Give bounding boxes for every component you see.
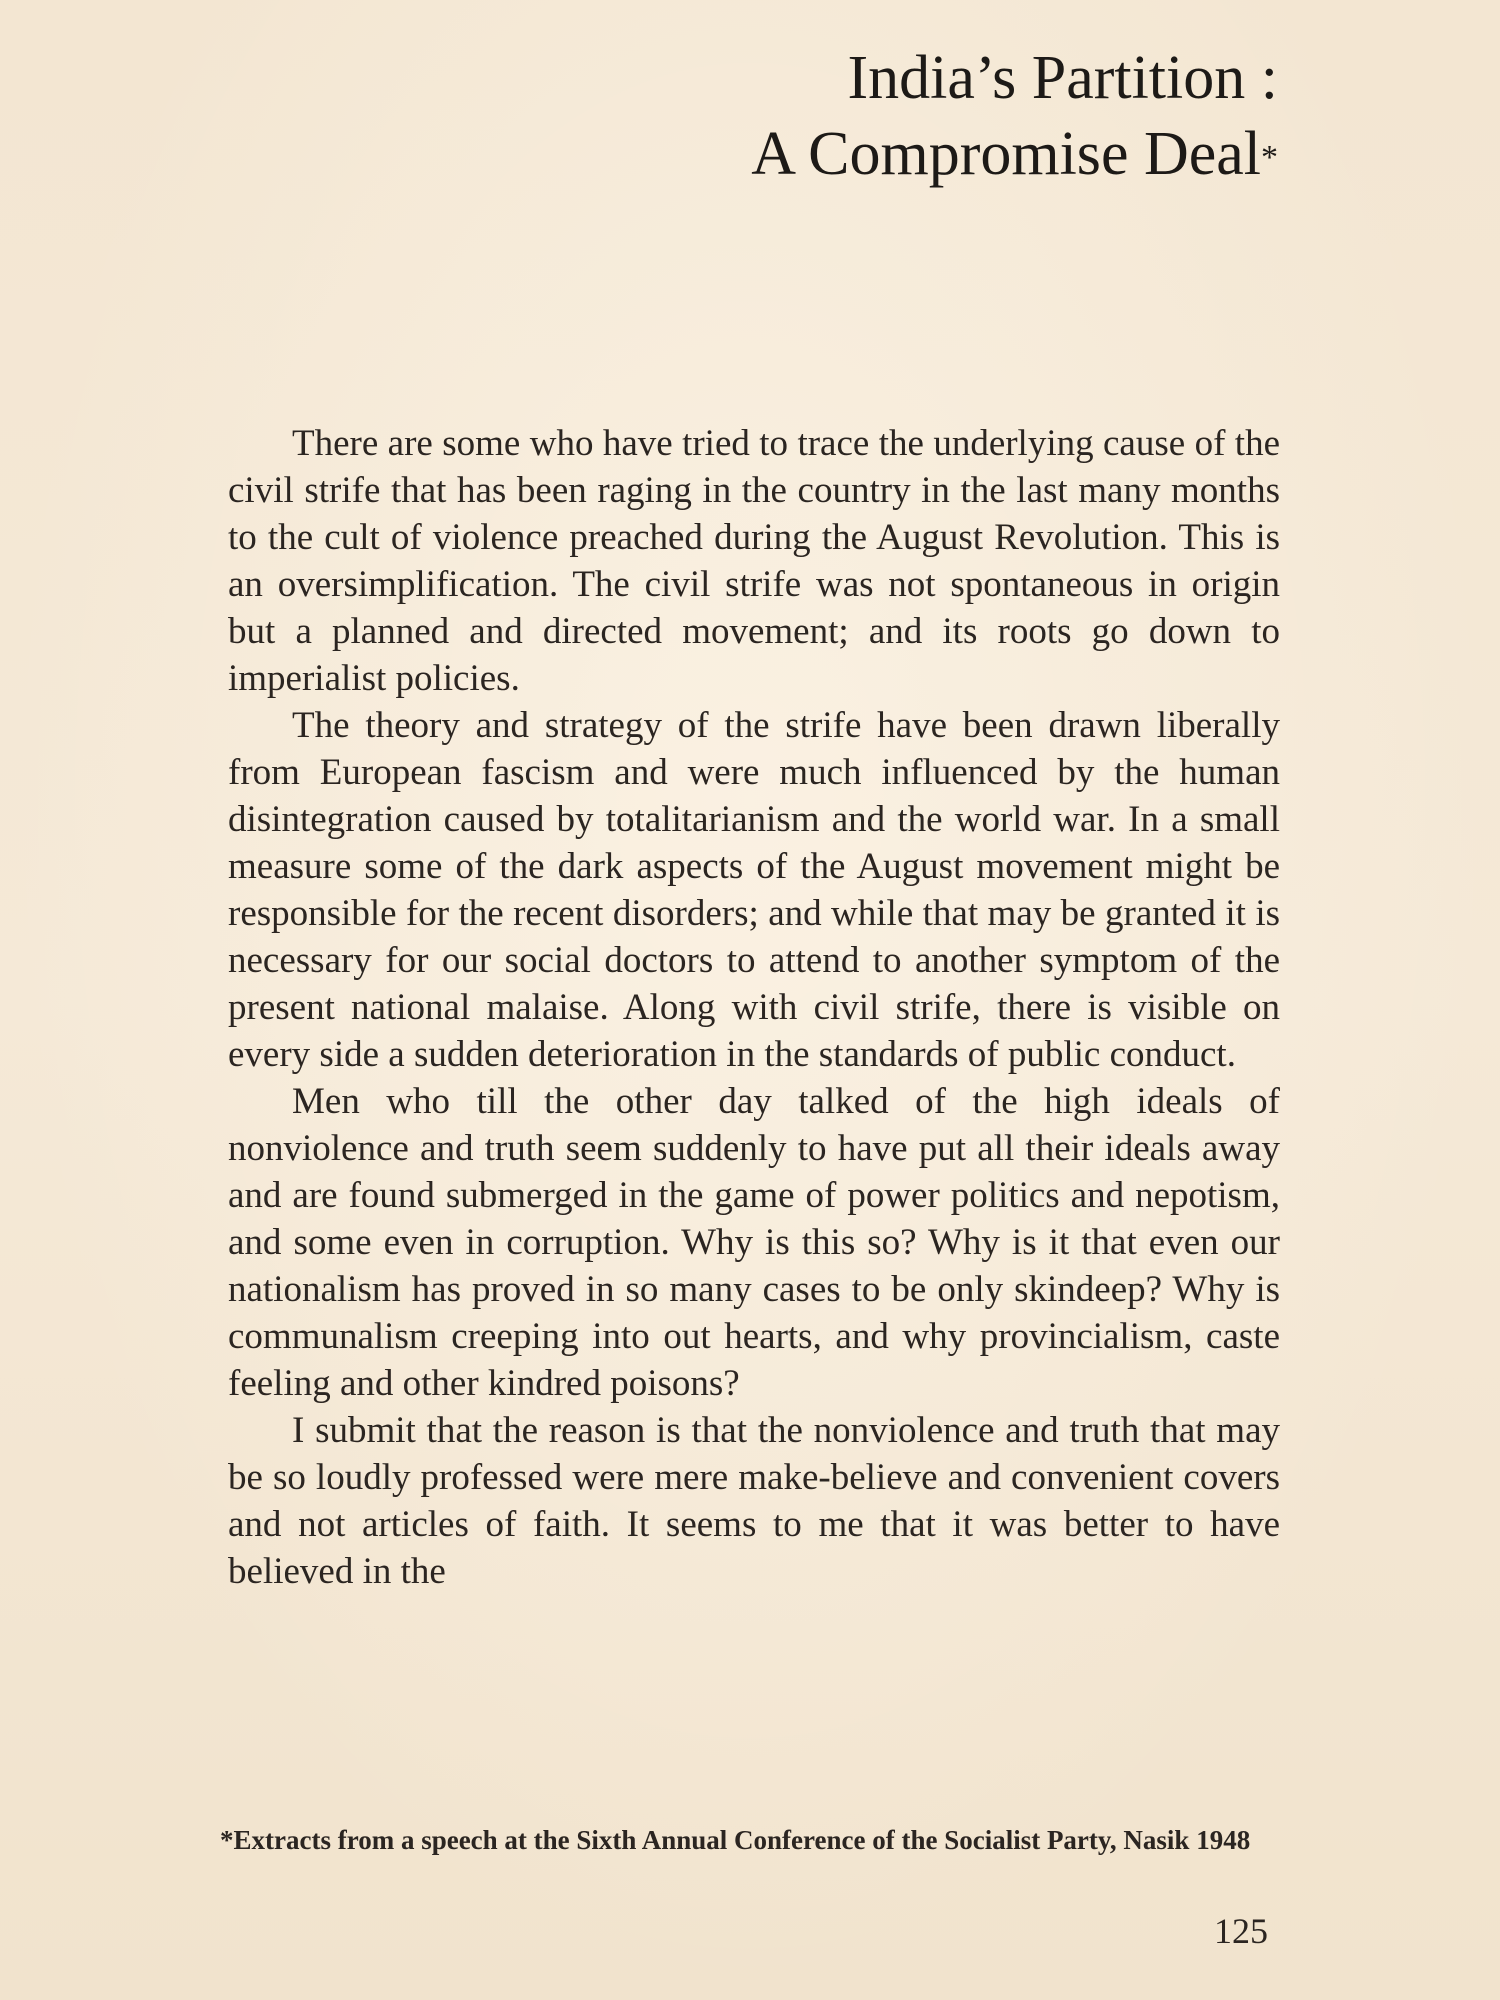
footnote-marker: * [1261, 139, 1278, 176]
title-line-2-text: A Compromise Deal [751, 120, 1261, 188]
title-line-2 [751, 116, 1278, 192]
paragraph: Men who till the other day talked of the high ideals of nonviolence and truth seem suddenly to have put all their ideals away and are found submerged in the game of power politics and nepotism, and some even in corruption. Why is this so? Why is it that even our nationalism has proved in so many cases to be only skindeep? Why is communalism creeping into out hearts, and why provincialism, caste feeling and other kindred poisons? [228, 1081, 1280, 1404]
paragraph: The theory and strategy of the strife have been drawn liberally from European fascism and were much influenced by the human disintegration caused by totalitarianism and the world war. In a small measure some of the dark aspects of the August movement might be responsible for the recent disorders; and while that may be granted it is necessary for our social doctors to attend to another symptom of the present national malaise. Along with civil strife, there is visible on every side a sudden deterioration in the standards of public conduct. [228, 705, 1280, 1075]
footnote: *Extracts from a speech at the Sixth Annual Conference of the Socialist Party, Nasik 1948 [220, 1825, 1251, 1855]
page-number: 125 [1214, 1911, 1268, 1951]
title-line-1: India’s Partition : [847, 44, 1278, 112]
body-text [228, 420, 1280, 1595]
chapter-title [751, 40, 1278, 192]
paragraph: I submit that the reason is that the nonviolence and truth that may be so loudly professed were mere make-believe and convenient covers and not articles of faith. It seems to me that it was better to have believed in the [228, 1410, 1280, 1592]
paragraph: There are some who have tried to trace the underlying cause of the civil strife that has been raging in the country in the last many months to the cult of violence preached during the August Revolution. This is an oversimplification. The civil strife was not spontaneous in origin but a planned and directed movement; and its roots go down to imperialist policies. [228, 423, 1280, 699]
